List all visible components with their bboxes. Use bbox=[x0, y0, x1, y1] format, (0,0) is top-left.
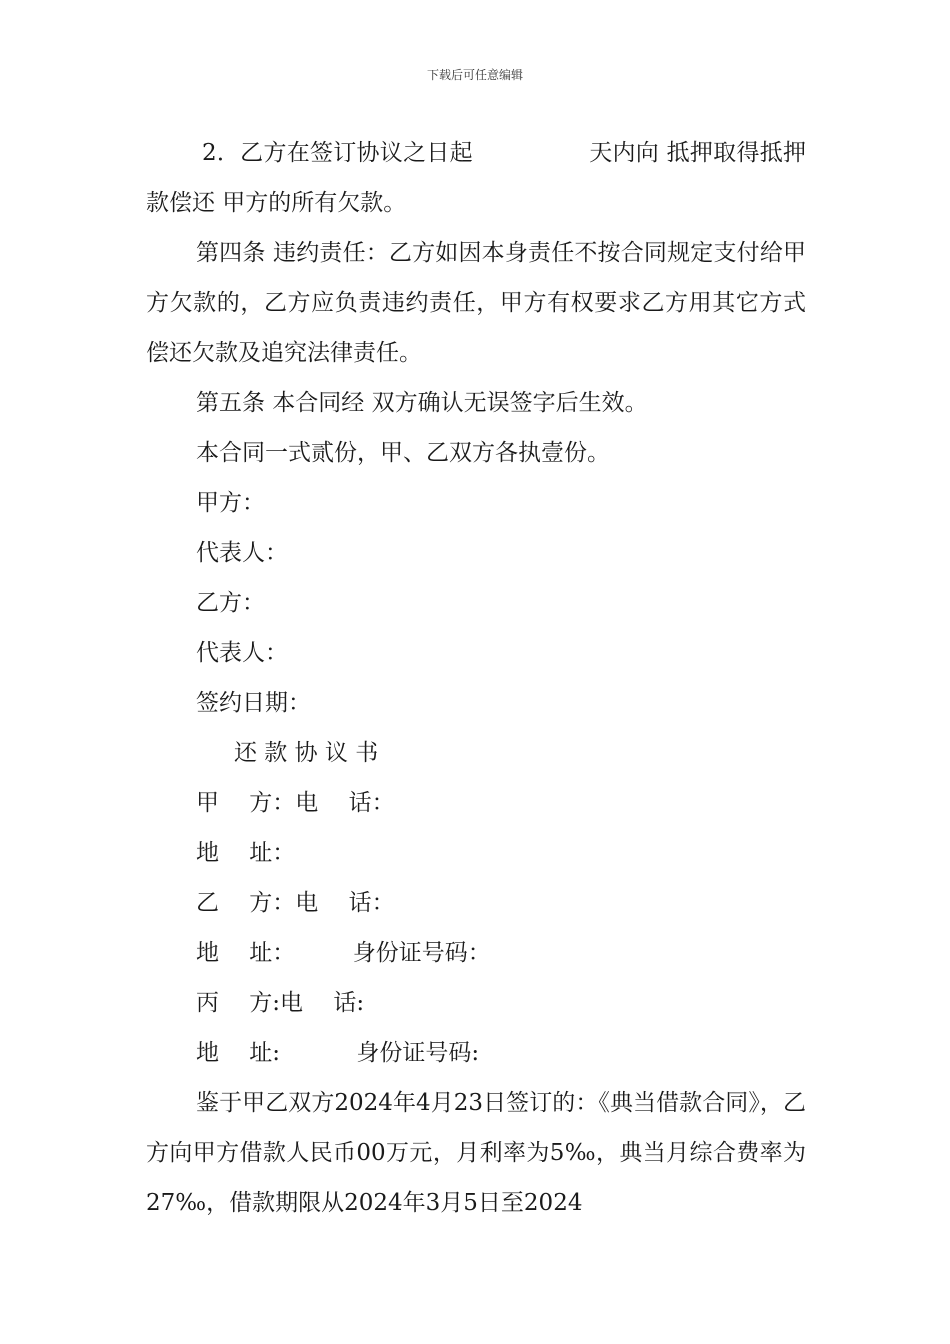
party-b-signature-label: 乙方： bbox=[196, 590, 265, 616]
article-5-paragraph: 第五条 本合同经 双方确认无误签字后生效。 bbox=[196, 390, 648, 416]
copies-paragraph: 本合同一式贰份，甲、乙双方各执壹份。 bbox=[196, 440, 610, 466]
rep-a-signature-label: 代表人： bbox=[196, 540, 288, 566]
party-c-address: 地 址: 身份证号码: bbox=[196, 1040, 480, 1066]
rep-b-signature-label: 代表人： bbox=[196, 640, 288, 666]
clause-2-paragraph: 2．乙方在签订协议之日起 天内向 抵押取得抵押款偿还 甲方的所有欠款。 bbox=[146, 140, 806, 216]
document-body bbox=[146, 128, 806, 1228]
party-b-info: 乙 方：电 话： bbox=[196, 890, 395, 916]
agreement-title: 还 款 协 议 书 bbox=[234, 740, 379, 766]
party-c-info: 丙 方:电 话: bbox=[196, 990, 365, 1016]
article-4-paragraph: 第四条 违约责任：乙方如因本身责任不按合同规定支付给甲方欠款的，乙方应负责违约责任，甲方有权要求乙方用其它方式偿还欠款及追究法律责任。 bbox=[146, 240, 806, 366]
agreement-body-paragraph: 鉴于甲乙双方2024年4月23日签订的：《典当借款合同》，乙方向甲方借款人民币00万元，月利率为5‰，典当月综合费率为27‰，借款期限从2024年3月5日至2024 bbox=[146, 1090, 806, 1216]
party-b-address: 地 址： 身份证号码： bbox=[196, 940, 491, 966]
party-a-signature-label: 甲方： bbox=[196, 490, 265, 516]
party-a-address: 地 址： bbox=[196, 840, 296, 866]
sign-date-label: 签约日期： bbox=[196, 690, 311, 716]
page-header: 下载后可任意编辑 bbox=[426, 68, 523, 82]
party-a-info: 甲 方：电 话： bbox=[196, 790, 395, 816]
